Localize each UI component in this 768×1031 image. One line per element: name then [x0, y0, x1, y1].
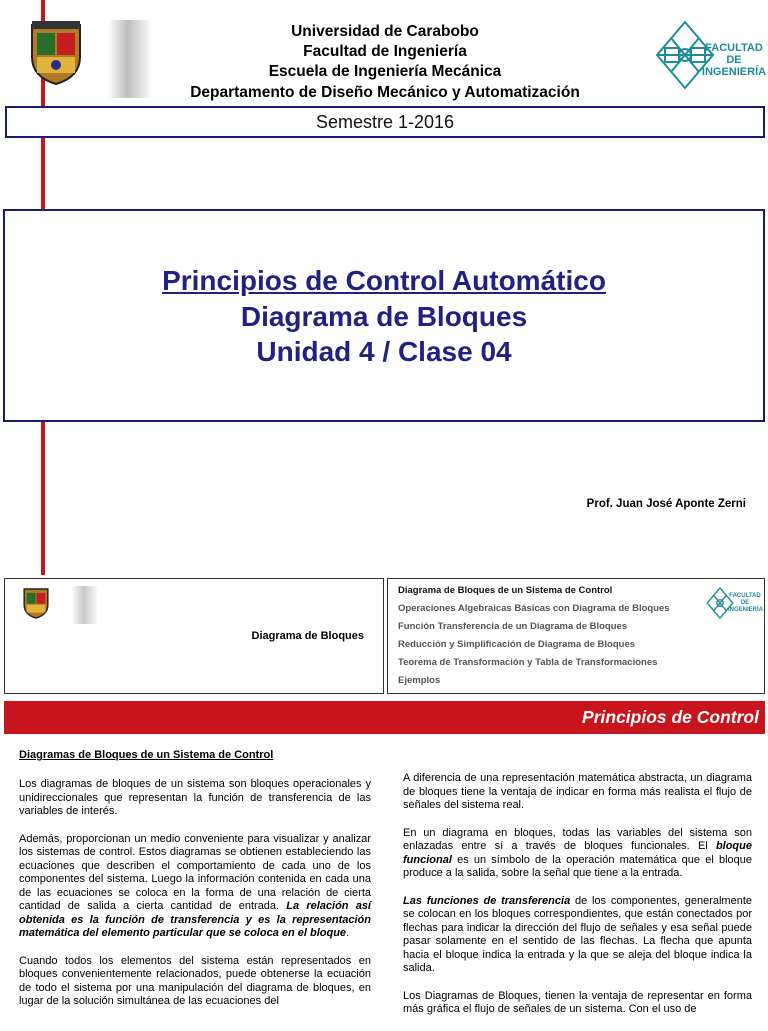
content-heading: Diagramas de Bloques de un Sistema de Control [19, 749, 274, 761]
mini-faculty-logo [706, 587, 762, 621]
left-paragraph-1: Los diagramas de bloques de un sistema son bloques operacionales y unidireccionales que representan la función de transferencia de las variables de interés. [19, 778, 371, 817]
mini-slide-nav-panel [387, 578, 765, 694]
right-paragraph-1: A diferencia de una representación matemática abstracta, un diagrama de bloques tiene la ventaja de indicar en forma más realista el flujo de señales del sistema real. [403, 772, 752, 811]
faculty-logo-text: FACULTAD DE INGENIERÍA [701, 42, 767, 78]
content-right-column [403, 772, 752, 1031]
section-banner [4, 701, 765, 734]
mini-slide-label: Diagrama de Bloques [251, 630, 364, 642]
topic-title: Diagrama de Bloques [240, 301, 528, 332]
left-paragraph-3: Cuando todos los elementos del sistema están representados en bloques convenientemente relacionados, puede obtenerse la ecuación de todo el sistema por una manipulación del diagrama de bloques, en lugar de la solución simultánea de las ecuaciones del [19, 954, 371, 1007]
right-paragraph-2: En un diagrama en bloques, todas las variables del sistema son enlazadas entre sí a través de bloques funcionales. El bloque funcional es un símbolo de la operación matemática que el bloque produce a la salida, sobre la señal que tiene a la entrada. [403, 826, 752, 879]
nav-item-operaciones-algebraicas[interactable]: Operaciones Algebraicas Básicas con Diagrama de Bloques [398, 603, 670, 614]
header-department: Departamento de Diseño Mecánico y Automatización [190, 84, 580, 101]
nav-item-reduccion-simplificacion[interactable]: Reducción y Simplificación de Diagrama de Bloques [398, 639, 636, 650]
nav-item-teorema-transformacion[interactable]: Teorema de Transformación y Tabla de Transformaciones [398, 657, 658, 668]
university-crest-logo [28, 19, 84, 86]
section-banner-title: Principios de Control [582, 707, 759, 727]
header-school: Escuela de Ingeniería Mecánica [268, 63, 502, 80]
right-paragraph-3: Las funciones de transferencia de los componentes, generalmente se colocan en los bloques correspondientes, que están conectados por flechas para indicar la dirección del flujo de señales y esa señal puede pasar solamente en el sentido de las flechas. La flecha que apunta hacia el bloque indica la entrada y la que se aleja del bloque indica la salida. [403, 894, 752, 974]
course-title: Principios de Control Automático [162, 265, 606, 296]
nav-item-funcion-transferencia[interactable]: Función Transferencia de un Diagrama de Bloques [398, 621, 628, 632]
decorative-shade [71, 586, 99, 624]
nav-item-diagrama-bloques[interactable]: Diagrama de Bloques de un Sistema de Control [398, 585, 613, 596]
faculty-engineering-logo [655, 20, 767, 90]
author-name: Prof. Juan José Aponte Zerni [586, 498, 746, 510]
semester-label: Semestre 1-2016 [315, 112, 455, 132]
right-paragraph-4: Los Diagramas de Bloques, tienen la ventaja de representar en forma más gráfica el flujo de señales de un sistema. Con el uso de [403, 989, 752, 1015]
left-paragraph-2: Además, proporcionan un medio conveniente para visualizar y analizar los sistemas de control. Estos diagramas se obtienen estableciendo las ecuaciones que describen el comportamiento de cada uno de los componentes del sistema. Luego la información contenida en cada una de las ecuaciones se coloca en la forma de una relación de cierta cantidad de salida a cierta cantidad de entrada. La relación así obtenida es la función de transferencia y es la representación matemática del elemento particular que se coloca en el bloque. [19, 832, 371, 939]
header-faculty: Facultad de Ingeniería [303, 43, 467, 60]
header-university: Universidad de Carabobo [291, 23, 479, 40]
unit-title: Unidad 4 / Clase 04 [256, 336, 512, 367]
nav-item-ejemplos[interactable]: Ejemplos [398, 675, 441, 686]
decorative-shade [108, 20, 152, 98]
mini-crest-logo [22, 586, 50, 619]
mini-faculty-logo-text: FACULTAD DE INGENIERÍA [728, 593, 764, 613]
mini-slide-left-panel [4, 578, 384, 694]
semester-box [5, 106, 765, 138]
content-left-column [19, 778, 371, 1023]
title-box [3, 209, 765, 422]
